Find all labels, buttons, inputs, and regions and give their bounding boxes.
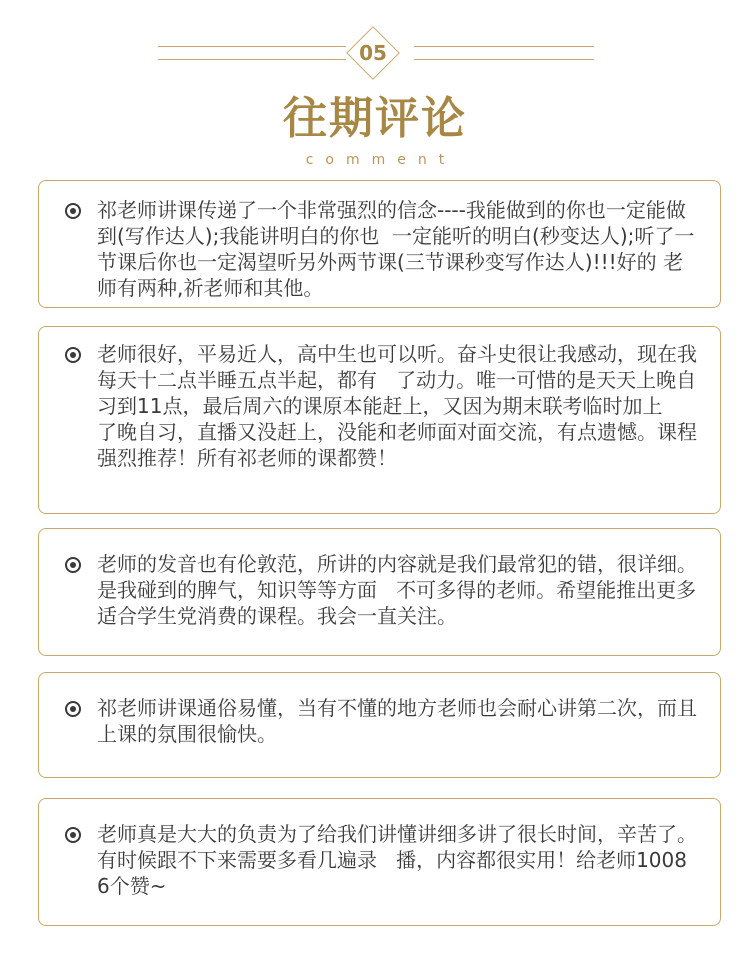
comment-text: 老师真是大大的负责为了给我们讲懂讲细多讲了很长时间，辛苦了。有时候跟不下来需要多看几遍录 播，内容都很实用！给老师10086个赞~ — [97, 822, 697, 898]
comment-card — [38, 180, 721, 308]
section-title: 往期评论 — [283, 93, 467, 144]
decorative-line-left-top — [158, 46, 346, 47]
section-number-badge: 05 — [359, 41, 387, 65]
decorative-line-left-bottom — [158, 59, 346, 60]
radio-bullet-icon — [65, 557, 81, 573]
radio-bullet-icon — [65, 203, 81, 219]
radio-bullet-icon — [65, 701, 81, 717]
section-subtitle: comment — [305, 152, 457, 168]
comment-text: 祁老师讲课传递了一个非常强烈的信念----我能做到的你也一定能做到(写作达人);我能讲明白的你也 一定能听的明白(秒变达人);听了一节课后你也一定渴望听另外两节课(三节课秒变写作达人)!!!好的 老师有两种,祈老师和其他。 — [97, 198, 695, 300]
comment-card — [38, 326, 721, 514]
decorative-line-right-top — [414, 46, 594, 47]
comment-card — [38, 672, 721, 778]
decorative-line-right-bottom — [414, 59, 594, 60]
radio-bullet-icon — [65, 827, 81, 843]
section-header — [0, 0, 750, 180]
comment-card — [38, 798, 721, 926]
comment-text: 老师的发音也有伦敦范，所讲的内容就是我们最常犯的错，很详细。是我碰到的脾气，知识等等方面 不可多得的老师。希望能推出更多适合学生党消费的课程。我会一直关注。 — [97, 552, 697, 628]
comment-text: 老师很好，平易近人，高中生也可以听。奋斗史很让我感动，现在我每天十二点半睡五点半起，都有 了动力。唯一可惜的是天天上晚自习到11点，最后周六的课原本能赶上，又因为期末联考临时加上 了晚自习，直播又没赶上，没能和老师面对面交流，有点遗憾。课程强烈推荐！所有祁老师的课都赞！ — [97, 342, 697, 470]
comment-card — [38, 528, 721, 656]
comment-text: 祁老师讲课通俗易懂，当有不懂的地方老师也会耐心讲第二次，而且上课的氛围很愉快。 — [97, 696, 697, 746]
radio-bullet-icon — [65, 347, 81, 363]
